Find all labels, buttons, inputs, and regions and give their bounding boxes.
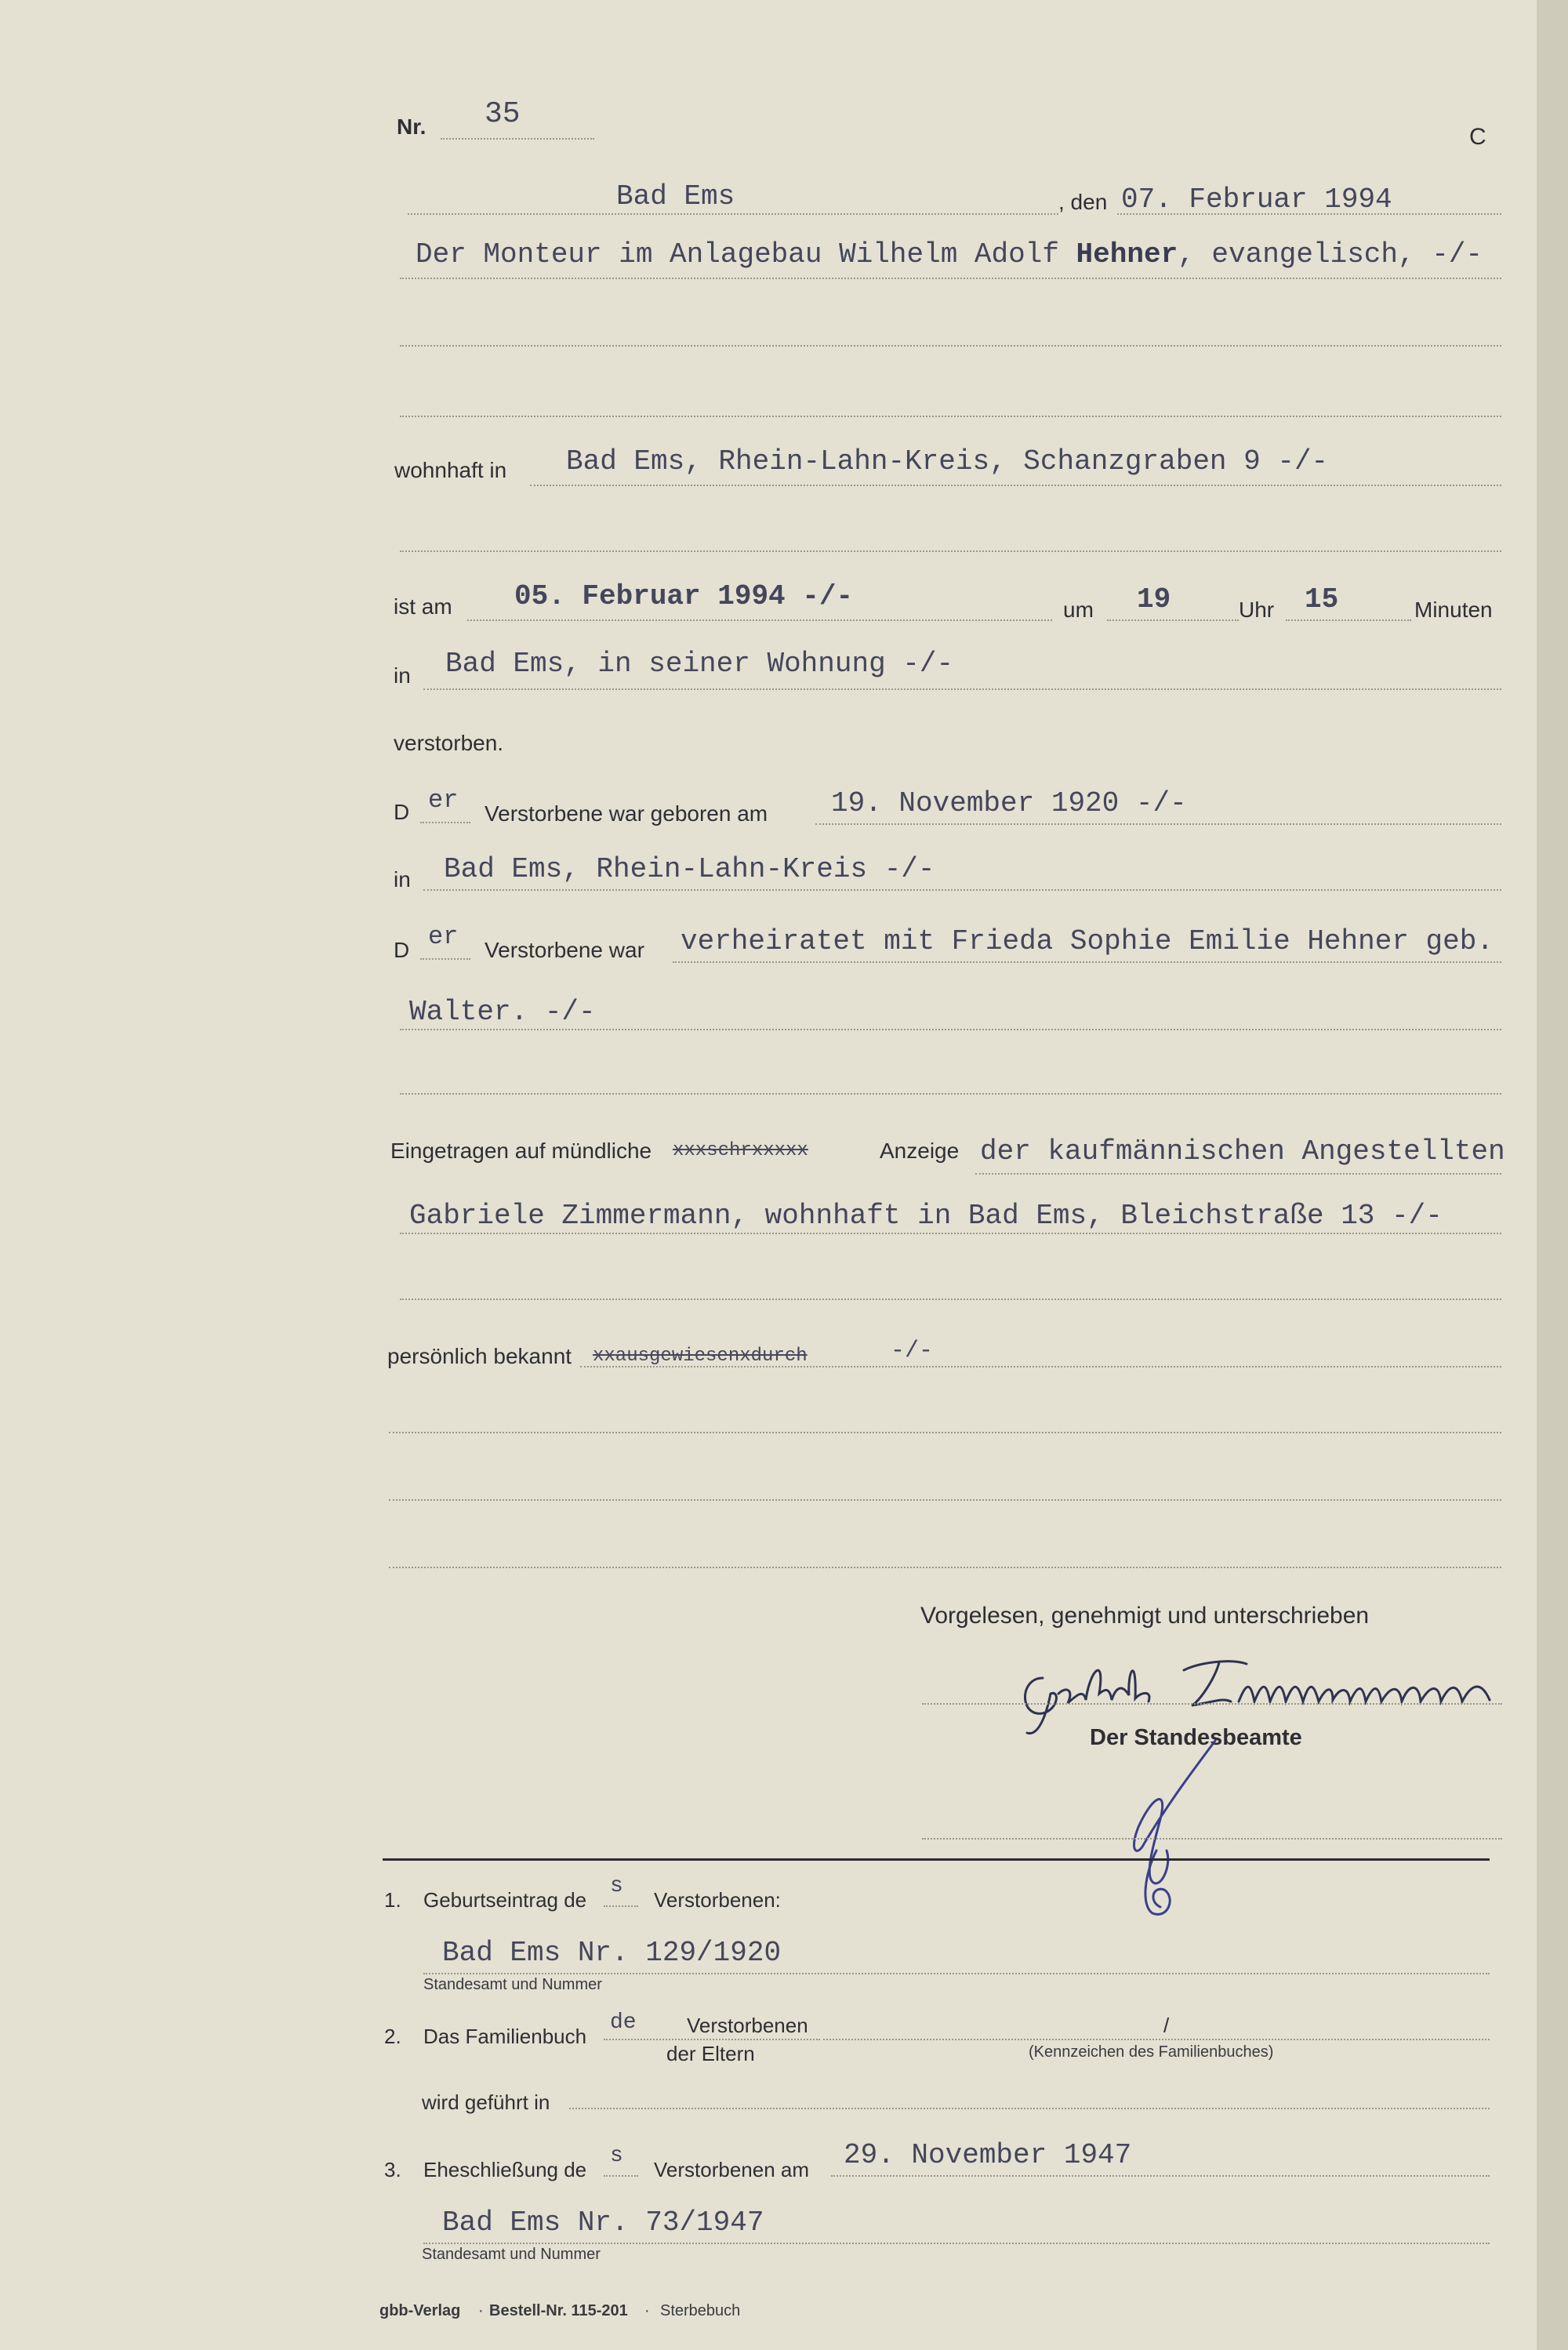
hour-line — [1107, 619, 1239, 621]
footer-publisher: gbb-Verlag — [379, 2302, 461, 2319]
registrar-signature — [1098, 1733, 1239, 1921]
page-edge — [1537, 0, 1568, 2350]
note3-label-a: Eheschließung de — [423, 2158, 587, 2181]
verstorben-label: verstorben. — [394, 731, 504, 755]
birth-d-label: D — [394, 800, 410, 824]
identity-underline-1 — [580, 1366, 1501, 1368]
den-label: , den — [1058, 190, 1108, 214]
marital-underline-3 — [400, 1093, 1501, 1095]
nr-label: Nr. — [397, 114, 426, 139]
person-surname: Hehner — [1076, 238, 1178, 271]
birth-suffix-line — [420, 822, 470, 823]
person-line — [416, 238, 1483, 271]
birth-suffix: er — [428, 786, 459, 815]
footer-title: Sterbebuch — [660, 2302, 741, 2319]
note2-slash: / — [1163, 2014, 1170, 2037]
note2-split-line — [604, 2039, 820, 2040]
nr-value: 35 — [485, 97, 521, 131]
note3-date-line — [831, 2175, 1490, 2177]
note3-suffix-line — [604, 2175, 638, 2177]
registration-date: 07. Februar 1994 — [1121, 183, 1392, 216]
birth-in-label: in — [394, 867, 411, 892]
identity-strike: xxausgewiesenxdurch — [593, 1346, 808, 1367]
death-place-line — [423, 688, 1501, 690]
identity-underline-3 — [389, 1499, 1501, 1501]
nr-line — [441, 138, 594, 140]
death-date-line — [467, 619, 1052, 621]
note2-label: Das Familienbuch — [423, 2025, 587, 2048]
note3-value: Bad Ems Nr. 73/1947 — [442, 2207, 764, 2239]
ist-am-label: ist am — [394, 594, 452, 619]
note1-label-b: Verstorbenen: — [654, 1888, 781, 1912]
um-label: um — [1063, 597, 1094, 622]
marital-line-1: verheiratet mit Frieda Sophie Emilie Hehner geb. — [681, 925, 1494, 957]
note1-number: 1. — [384, 1888, 401, 1912]
note2-de: de — [610, 2010, 637, 2035]
minuten-label: Minuten — [1414, 597, 1493, 622]
note2-eltern: der Eltern — [666, 2042, 755, 2065]
place-line — [408, 213, 1058, 215]
note2-number: 2. — [384, 2025, 401, 2048]
note2-line — [823, 2039, 1490, 2040]
person-line-2 — [400, 345, 1501, 347]
residence-label: wohnhaft in — [394, 458, 507, 482]
note2-kennzeichen: (Kennzeichen des Familienbuches) — [1029, 2043, 1274, 2061]
birth-label: Verstorbene war geboren am — [485, 801, 768, 826]
minutes-line — [1286, 619, 1411, 621]
person-line-1 — [400, 278, 1501, 279]
identity-mark: -/- — [891, 1338, 934, 1364]
note1-value: Bad Ems Nr. 129/1920 — [442, 1937, 782, 1969]
corner-letter: C — [1469, 124, 1486, 150]
note3-caption: Standesamt und Nummer — [422, 2246, 601, 2263]
death-minutes: 15 — [1305, 583, 1339, 616]
note1-line — [423, 1973, 1490, 1974]
person-line-3 — [400, 416, 1501, 417]
marital-underline-1 — [673, 961, 1501, 963]
note2-verstorbenen: Verstorbenen — [687, 2014, 808, 2037]
report-line-2: Gabriele Zimmermann, wohnhaft in Bad Ems, Bleichstraße 13 -/- — [409, 1200, 1443, 1232]
report-underline-1 — [975, 1173, 1501, 1175]
death-date: 05. Februar 1994 -/- — [514, 580, 854, 612]
vorgelesen-text: Vorgelesen, genehmigt und unterschrieben — [920, 1603, 1370, 1629]
note3-date: 29. November 1947 — [844, 2139, 1132, 2171]
witness-signature-line — [922, 1703, 1502, 1705]
registrar-signature-line — [922, 1838, 1502, 1840]
birth-date-line — [815, 823, 1501, 825]
report-strike: xxxschrxxxxx — [673, 1140, 808, 1161]
uhr-label: Uhr — [1239, 597, 1275, 622]
marital-line-2: Walter. -/- — [409, 996, 596, 1028]
identity-label: persönlich bekannt — [387, 1344, 572, 1368]
note3-number: 3. — [384, 2158, 401, 2181]
marital-underline-2 — [400, 1029, 1501, 1030]
residence-value: Bad Ems, Rhein-Lahn-Kreis, Schanzgraben 9 -/- — [566, 445, 1329, 478]
identity-underline-2 — [389, 1432, 1501, 1433]
note1-suffix: s — [610, 1874, 623, 1898]
birth-date: 19. November 1920 -/- — [831, 787, 1187, 819]
death-place: Bad Ems, in seiner Wohnung -/- — [445, 648, 954, 680]
section-divider — [383, 1858, 1490, 1861]
marital-suffix: er — [428, 922, 459, 951]
place: Bad Ems — [616, 180, 735, 212]
note2-gefuehrt: wird geführt in — [422, 2090, 550, 2114]
note3-label-b: Verstorbenen am — [654, 2158, 810, 2181]
note1-label-a: Geburtseintrag de — [423, 1888, 587, 1912]
birth-place-line — [423, 889, 1501, 891]
standesbeamte-label: Der Standesbeamte — [1090, 1725, 1302, 1750]
death-in-label: in — [394, 663, 411, 688]
person-text-before: Der Monteur im Anlagebau Wilhelm Adolf — [416, 238, 1076, 271]
note1-suffix-line — [604, 1905, 638, 1907]
report-underline-2 — [400, 1233, 1501, 1234]
marital-label: Verstorbene war — [485, 938, 644, 962]
person-text-after: , evangelisch, -/- — [1178, 238, 1483, 271]
marital-d-label: D — [394, 938, 410, 962]
footer-order: Bestell-Nr. 115-201 — [489, 2302, 628, 2319]
report-label: Eingetragen auf mündliche — [390, 1139, 652, 1163]
identity-underline-4 — [389, 1567, 1501, 1568]
residence-line — [530, 485, 1501, 486]
anzeige-label: Anzeige — [880, 1139, 960, 1163]
date-line — [1117, 213, 1501, 215]
marital-suffix-line — [420, 958, 470, 960]
note3-suffix: s — [610, 2144, 623, 2168]
note2-gefuehrt-line — [569, 2108, 1490, 2109]
report-underline-3 — [400, 1298, 1501, 1300]
note3-line — [423, 2243, 1490, 2244]
note1-caption: Standesamt und Nummer — [423, 1976, 602, 1993]
residence-line-2 — [400, 550, 1501, 552]
death-hour: 19 — [1137, 583, 1171, 616]
report-line-1: der kaufmännischen Angestellten — [980, 1135, 1505, 1168]
birth-place: Bad Ems, Rhein-Lahn-Kreis -/- — [444, 853, 935, 885]
